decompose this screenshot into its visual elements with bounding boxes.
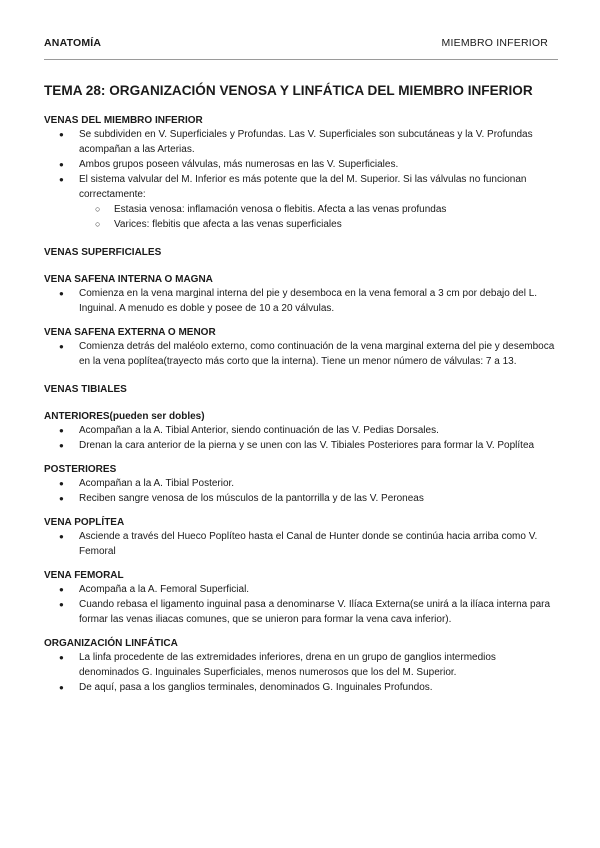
- list-item: ● Acompañan a la A. Tibial Anterior, siendo continuación de las V. Pedias Dorsales.: [44, 423, 556, 438]
- bullet-list-safena-interna: [44, 286, 556, 316]
- list-item: ● Acompañan a la A. Tibial Posterior.: [44, 476, 556, 491]
- sub-list-item: ○ Varices: flebitis que afecta a las venas superficiales: [44, 217, 556, 232]
- document-body: [44, 82, 556, 695]
- bullet-list-linfatica: [44, 650, 556, 695]
- bullet-list-safena-externa: [44, 339, 556, 369]
- list-item: ● Drenan la cara anterior de la pierna y se unen con las V. Tibiales Posteriores para formar la V. Poplítea: [44, 438, 556, 453]
- section-heading-femoral: VENA FEMORAL: [44, 570, 124, 581]
- header-divider: [44, 59, 558, 60]
- list-item: ● Reciben sangre venosa de los músculos de la pantorrilla y de las V. Peroneas: [44, 491, 556, 506]
- list-item: ● Comienza detrás del maléolo externo, como continuación de la vena marginal externa del pie y desemboca en la vena poplítea(trayecto más corto que la interna). Tiene un menor número de válvulas: 7 a 13.: [44, 339, 556, 369]
- list-item: ● Cuando rebasa el ligamento inguinal pasa a denominarse V. Ilíaca Externa(se unirá a la ilíaca interna para formar las venas iliacas comunes, que se unieron para formar la vena cava inferior).: [44, 597, 556, 627]
- bullet-list-posteriores: [44, 476, 556, 506]
- list-item: ● Se subdividen en V. Superficiales y Profundas. Las V. Superficiales son subcutáneas y la V. Profundas acompañan a las Arterias.: [44, 127, 556, 157]
- section-heading-safena-interna: VENA SAFENA INTERNA O MAGNA: [44, 274, 213, 285]
- list-item: ● La linfa procedente de las extremidades inferiores, drena en un grupo de ganglios intermedios denominados G. Inguinales Superficiales, menos numerosos que los del M. Superior.: [44, 650, 556, 680]
- bullet-list-venas-miembro-inferior: [44, 127, 556, 232]
- sub-list-item: ○ Estasia venosa: inflamación venosa o flebitis. Afecta a las venas profundas: [44, 202, 556, 217]
- page-title: TEMA 28: ORGANIZACIÓN VENOSA Y LINFÁTICA DEL MIEMBRO INFERIOR: [44, 83, 533, 98]
- list-item: ● De aquí, pasa a los ganglios terminales, denominados G. Inguinales Profundos.: [44, 680, 556, 695]
- list-item: ● Comienza en la vena marginal interna del pie y desemboca en la vena femoral a 3 cm por debajo del L. Inguinal. A menudo es doble y posee de 10 a 20 válvulas.: [44, 286, 556, 316]
- list-item: ● El sistema valvular del M. Inferior es más potente que la del M. Superior. Si las válvulas no funcionan correctamente:: [44, 172, 556, 202]
- section-heading-anteriores: ANTERIORES(pueden ser dobles): [44, 411, 205, 422]
- bullet-list-poplitea: [44, 529, 556, 559]
- bullet-list-anteriores: [44, 423, 556, 453]
- list-item: ● Acompaña a la A. Femoral Superficial.: [44, 582, 556, 597]
- header-section: MIEMBRO INFERIOR: [441, 37, 548, 49]
- section-heading-linfatica: ORGANIZACIÓN LINFÁTICA: [44, 638, 178, 649]
- section-heading-poplitea: VENA POPLÍTEA: [44, 517, 125, 528]
- bullet-list-femoral: [44, 582, 556, 627]
- list-item: ● Asciende a través del Hueco Poplíteo hasta el Canal de Hunter donde se continúa hacia arriba como V. Femoral: [44, 529, 556, 559]
- section-heading-venas-tibiales: VENAS TIBIALES: [44, 384, 127, 395]
- section-heading-venas-superficiales: VENAS SUPERFICIALES: [44, 247, 162, 258]
- header-subject: ANATOMÍA: [44, 37, 102, 49]
- list-item: ● Ambos grupos poseen válvulas, más numerosas en las V. Superficiales.: [44, 157, 556, 172]
- section-heading-posteriores: POSTERIORES: [44, 464, 117, 475]
- section-heading-venas-miembro-inferior: VENAS DEL MIEMBRO INFERIOR: [44, 115, 203, 126]
- section-heading-safena-externa: VENA SAFENA EXTERNA O MENOR: [44, 327, 216, 338]
